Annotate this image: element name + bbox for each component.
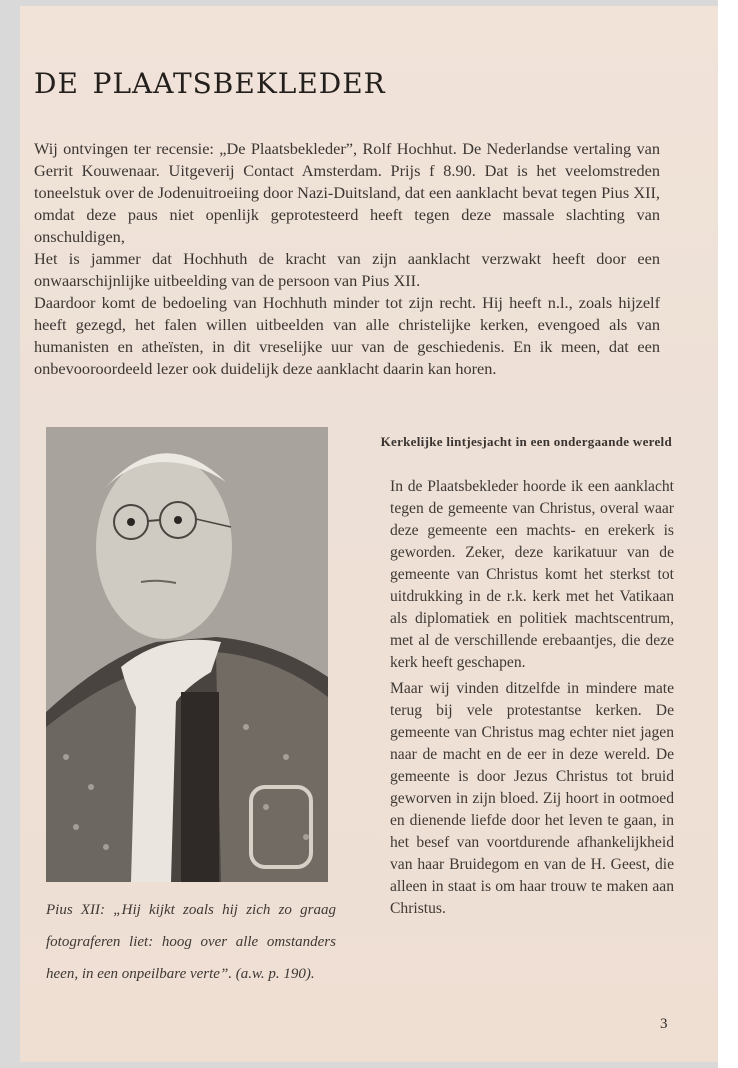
pope-portrait-photo [46, 427, 328, 882]
intro-paragraph: Daardoor komt de bedoeling van Hochhuth minder tot zijn recht. Hij heeft n.l., zoals hijzelf heeft gezegd, het falen willen uitbeelden van alle christelijke kerken, evengoed als van humanisten en atheïsten, in dit vreselijke uur van de geschiedenis. En ik meen, dat een onbevooroordeeld lezer ook duidelijk deze aanklacht daarin kan horen. [34, 293, 660, 378]
section-subheading: Kerkelijke lintjesjacht in een ondergaande wereld [380, 434, 672, 449]
intro-paragraph: Wij ontvingen ter recensie: „De Plaatsbekleder”, Rolf Hochhut. De Nederlandse vertaling van Gerrit Kouwenaar. Uitgeverij Contact Amsterdam. Prijs f 8.90. Dat is het veelomstreden toneelstuk over de Jodenuitroeiing door Nazi-Duitsland, dat een aanklacht bevat tegen Pius XII, omdat deze paus niet openlijk geprotesteerd heeft tegen deze massale slachting van onschuldigen, [34, 139, 660, 246]
article-title: de plaatsbekleder [34, 57, 386, 103]
photo-caption: Pius XII: „Hij kijkt zoals hij zich zo graag fotograferen liet: hoog over alle omstanders heen, in een onpeilbare verte”. (a.w. p. 190). [46, 902, 336, 982]
magazine-page [20, 6, 718, 1062]
column-paragraph: In de Plaatsbekleder hoorde ik een aanklacht tegen de gemeente van Christus, overal waar deze gemeente een machts- en erekerk is geworden. Zeker, deze karikatuur van de gemeente van Christus komt het sterkst tot uitdrukking in de r.k. kerk met het Vatikaan als diplomatiek en politiek machtscentrum, met al de verschillende erebaantjes, die deze kerk heeft geschapen. [390, 478, 674, 671]
column-paragraph: Maar wij vinden ditzelfde in mindere mate terug bij vele protestantse kerken. De gemeente van Christus mag echter niet jagen naar de macht en de eer in deze wereld. De gemeente is door Jezus Christus tot bruid geworven in zijn bloed. Zij hoort in ootmoed en dienende liefde door het leven te gaan, in het besef van voortdurende afhankelijkheid van haar Bruidegom en van de H. Geest, die alleen in staat is om haar trouw te maken aan Christus. [390, 680, 674, 917]
page-number: 3 [660, 1016, 668, 1032]
right-column-text [390, 476, 674, 920]
intro-paragraph: Het is jammer dat Hochhuth de kracht van zijn aanklacht verzwakt heeft door een onwaarschijnlijke uitbeelding van de persoon van Pius XII. [34, 249, 660, 290]
scan-backdrop [718, 0, 738, 1068]
intro-text [34, 138, 660, 380]
portrait-illustration [46, 427, 328, 882]
